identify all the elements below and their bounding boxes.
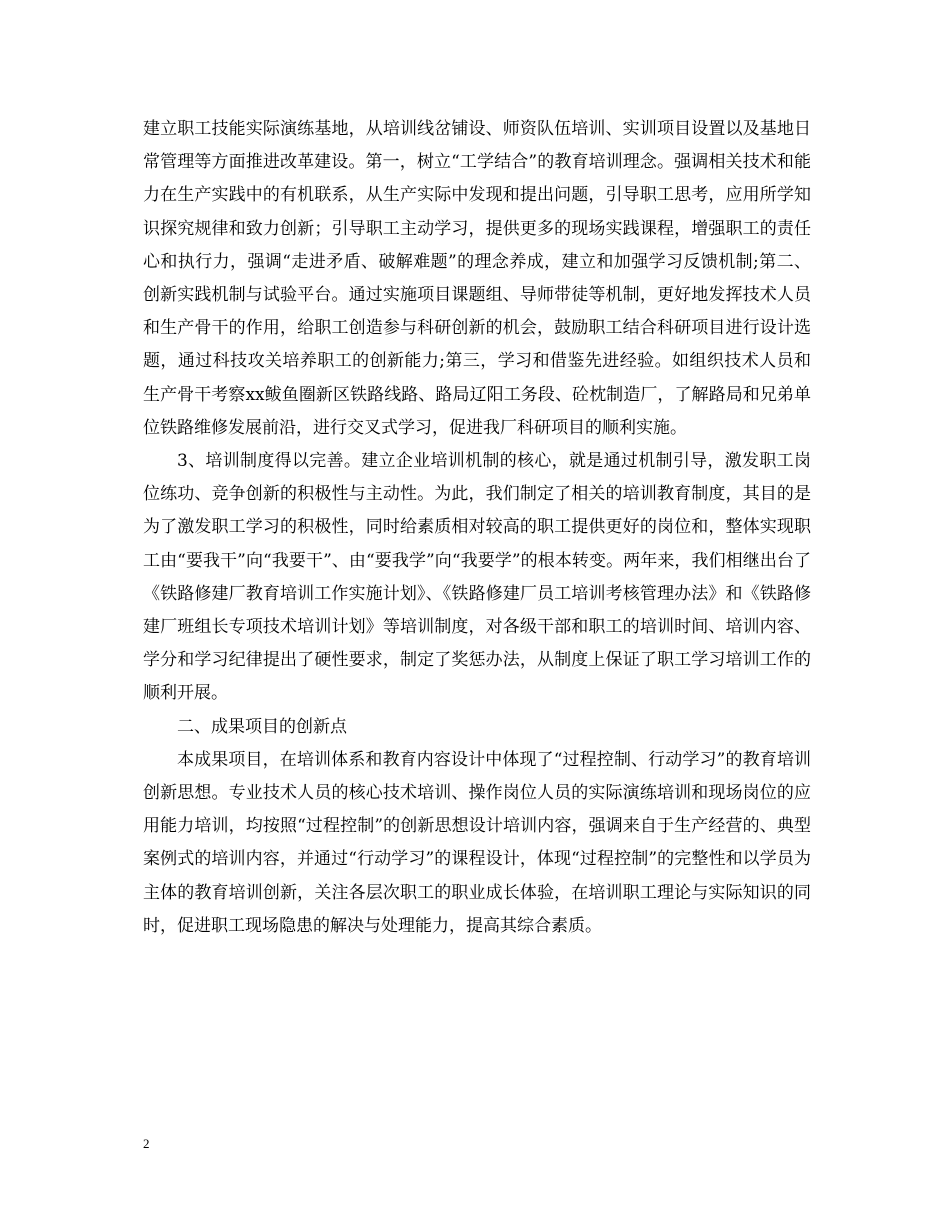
document-body (143, 113, 811, 943)
paragraph-practice-base: 建立职工技能实际演练基地，从培训线岔铺设、师资队伍培训、实训项目设置以及基地日常管理等方面推进改革建设。第一，树立“工学结合”的教育培训理念。强调相关技术和能力在生产实践中的有机联系，从生产实际中发现和提出问题，引导职工思考，应用所学知识探究规律和致力创新；引导职工主动学习，提供更多的现场实践课程，增强职工的责任心和执行力，强调“走进矛盾、破解难题”的理念养成，建立和加强学习反馈机制;第二、创新实践机制与试验平台。通过实施项目课题组、导师带徒等机制，更好地发挥技术人员和生产骨干的作用，给职工创造参与科研创新的机会，鼓励职工结合科研项目进行设计选题，通过科技攻关培养职工的创新能力;第三，学习和借鉴先进经验。如组织技术人员和生产骨干考察xx鲅鱼圈新区铁路线路、路局辽阳工务段、砼枕制造厂，了解路局和兄弟单位铁路维修发展前沿，进行交叉式学习，促进我厂科研项目的顺利实施。 (143, 119, 811, 438)
paragraph-training-system: 3、培训制度得以完善。建立企业培训机制的核心，就是通过机制引导，激发职工岗位练功、竞争创新的积极性与主动性。为此，我们制定了相关的培训教育制度，其目的是为了激发职工学习的积极性，同时给素质相对较高的职工提供更好的岗位和，整体实现职工由“要我干”向“我要干”、由“要我学”向“我要学”的根本转变。两年来，我们相继出台了《铁路修建厂教育培训工作实施计划》、《铁路修建厂员工培训考核管理办法》和《铁路修建厂班组长专项技术培训计划》等培训制度，对各级干部和职工的培训时间、培训内容、学分和学习纪律提出了硬性要求，制定了奖惩办法，从制度上保证了职工学习培训工作的顺利开展。 (143, 451, 811, 704)
section-heading-innovation: 二、成果项目的创新点 (177, 716, 347, 737)
page-number: 2 (143, 1136, 150, 1151)
paragraph-innovation-points: 本成果项目，在培训体系和教育内容设计中体现了“过程控制、行动学习”的教育培训创新思想。专业技术人员的核心技术培训、操作岗位人员的实际演练培训和现场岗位的应用能力培训，均按照“过程控制”的创新思想设计培训内容，强调来自于生产经营的、典型案例式的培训内容，并通过“行动学习”的课程设计，体现“过程控制”的完整性和以学员为主体的教育培训创新，关注各层次职工的职业成长体验，在培训职工理论与实际知识的同时，促进职工现场隐患的解决与处理能力，提高其综合素质。 (143, 749, 811, 936)
